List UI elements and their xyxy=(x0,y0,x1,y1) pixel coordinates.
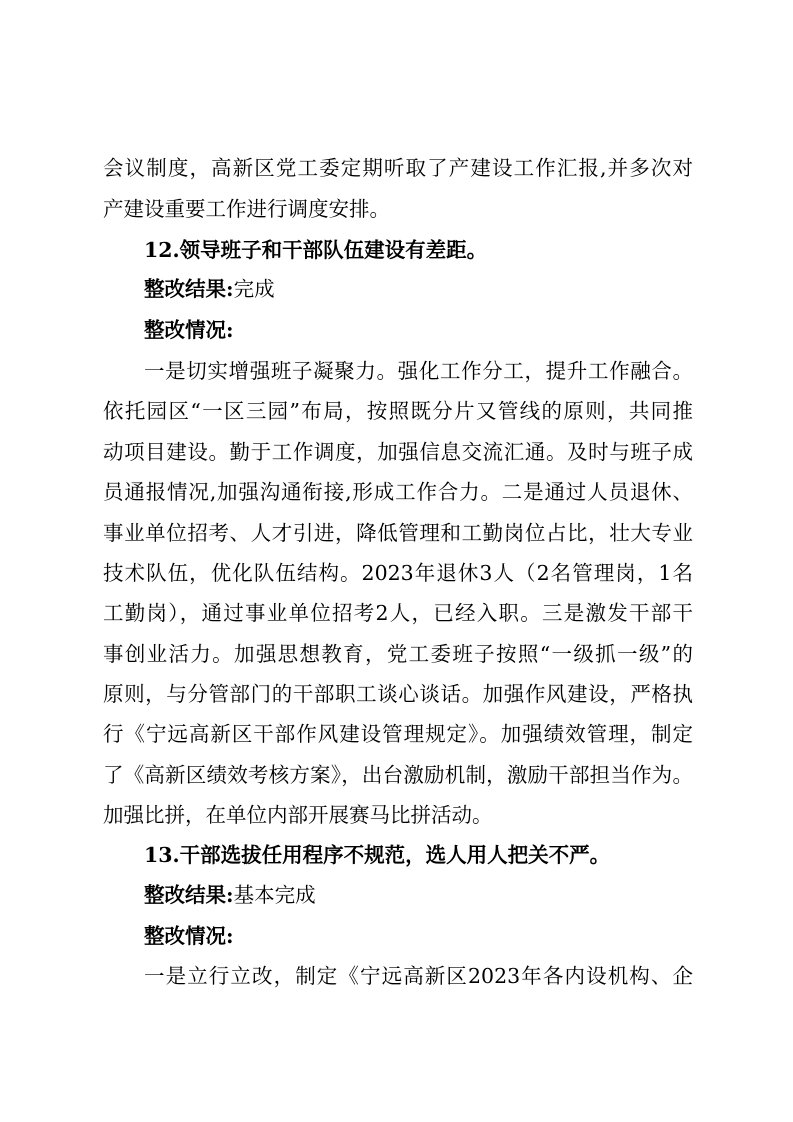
paragraph-line: 动项目建设。勤于工作调度，加强信息交流汇通。及时与班子成 xyxy=(103,440,693,464)
paragraph-line: 了《高新区绩效考核方案》，出台激励机制，激励干部担当作为。 xyxy=(103,763,693,787)
situation-label: 整改情况: xyxy=(144,318,234,342)
paragraph-line: 员通报情况,加强沟通衔接,形成工作合力。二是通过人员退休、 xyxy=(103,480,693,504)
situation-line xyxy=(144,921,693,951)
paragraph-line: 事业单位招考、人才引进，降低管理和工勤岗位占比，壮大专业 xyxy=(103,521,693,545)
result-value: 完成 xyxy=(233,277,275,301)
paragraph-line: 工勤岗），通过事业单位招考2人，已经入职。三是激发干部干 xyxy=(103,601,693,625)
paragraph-line: 依托园区“一区三园”布局，按照既分片又管线的原则，共同推 xyxy=(103,399,693,423)
paragraph-line: 加强比拼，在单位内部开展赛马比拼活动。 xyxy=(103,803,493,827)
result-line xyxy=(144,880,693,910)
section-heading: 13.干部选拔任用程序不规范，选人用人把关不严。 xyxy=(144,843,611,867)
paragraph-line: 一是立行立改，制定《宁远高新区2023年各内设机构、企 xyxy=(144,964,693,988)
paragraph-line: 行《宁远高新区干部作风建设管理规定》。加强绩效管理，制定 xyxy=(103,722,693,746)
result-value: 基本完成 xyxy=(233,883,316,907)
paragraph-line: 事创业活力。加强思想教育，党工委班子按照“一级抓一级”的 xyxy=(103,642,693,666)
situation-label: 整改情况: xyxy=(144,924,234,948)
situation-line xyxy=(144,315,693,345)
paragraph-line: 技术队伍，优化队伍结构。2023年退休3人（2名管理岗，1名 xyxy=(103,561,693,585)
paragraph-line: 产建设重要工作进行调度安排。 xyxy=(103,197,390,221)
result-label: 整改结果: xyxy=(144,883,234,907)
paragraph-line: 一是切实增强班子凝聚力。强化工作分工，提升工作融合。 xyxy=(144,359,693,383)
paragraph-line: 会议制度，高新区党工委定期听取了产建设工作汇报,并多次对 xyxy=(103,156,693,180)
result-line xyxy=(144,274,693,304)
paragraph-line: 原则，与分管部门的干部职工谈心谈话。加强作风建设，严格执 xyxy=(103,682,693,706)
section-heading: 12.领导班子和干部队伍建设有差距。 xyxy=(144,238,488,262)
result-label: 整改结果: xyxy=(144,277,234,301)
